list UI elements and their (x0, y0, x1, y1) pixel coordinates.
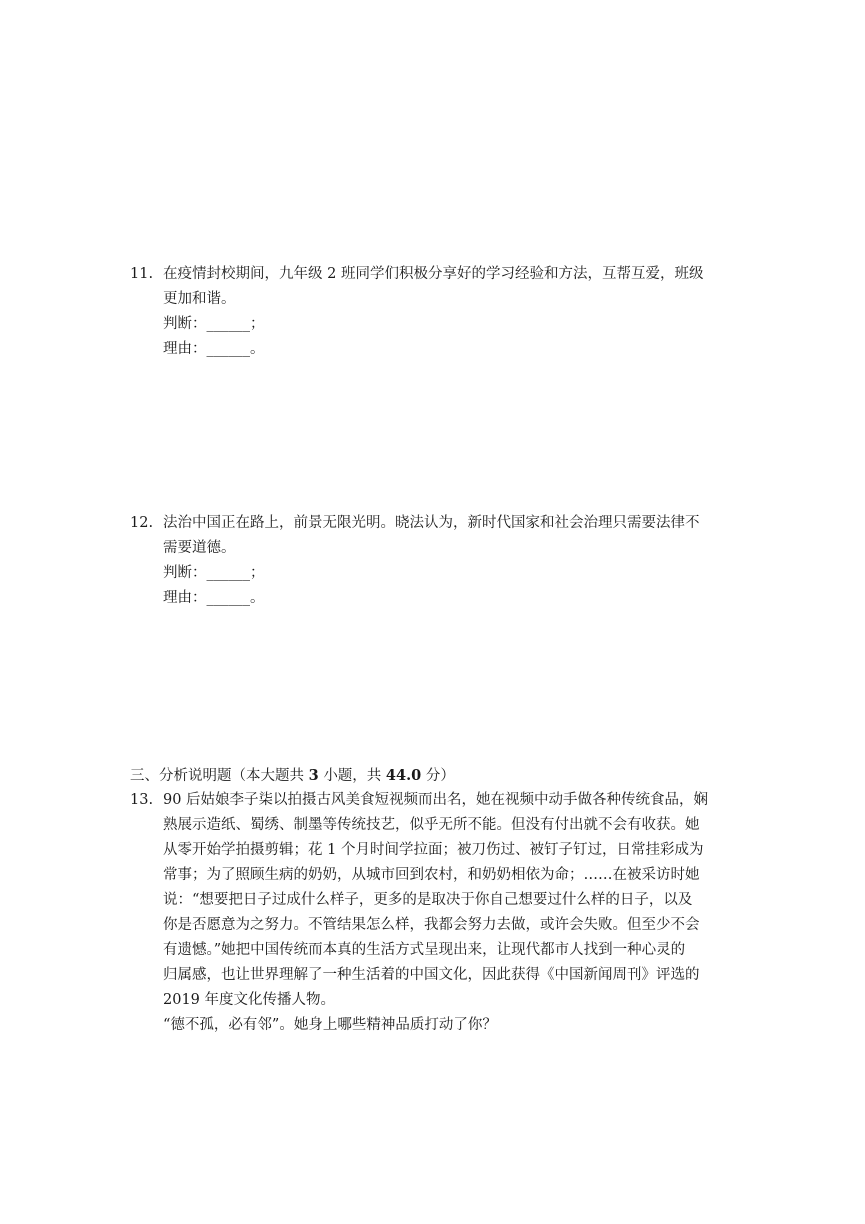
section-title-prefix: 三、分析说明题（本大题共 (130, 768, 304, 784)
reason-answer-line: 理由：______。 (163, 590, 265, 606)
section-title (130, 763, 730, 788)
section-heading (130, 763, 730, 788)
question-text-line: 有遗憾。”她把中国传统而本真的生活方式呈现出来，让现代都市人找到一种心灵的 (163, 942, 686, 958)
question-text-line: 从零开始学拍摄剪辑；花 1 个月时间学拉面；被刀伤过、被钉子钉过，日常挂彩成为 (163, 842, 704, 858)
question-text-line: 常事；为了照顾生病的奶奶，从城市回到农村，和奶奶相依为命；……在被采访时她 (163, 867, 700, 883)
question-text-line: 你是否愿意为之努力。不管结果怎么样，我都会努力去做，或许会失败。但至少不会 (163, 917, 700, 933)
judge-answer-line: 判断：______； (163, 565, 265, 581)
question-text-line: 需要道德。 (163, 540, 236, 556)
question-12 (130, 511, 730, 611)
question-text-line: 归属感，也让世界理解了一种生活着的中国文化，因此获得《中国新闻周刊》评选的 (163, 967, 700, 983)
section-title-suffix: 分） (425, 768, 455, 784)
question-prompt-line: “德不孤，必有邻”。她身上哪些精神品质打动了你？ (163, 1017, 497, 1033)
question-number: 13. (130, 792, 154, 808)
question-text-line: 90 后姑娘李子柒以拍摄古风美食短视频而出名，她在视频中动手做各种传统食品，娴 (163, 792, 709, 808)
judge-answer-line: 判断：______； (163, 316, 265, 332)
section-title-middle: 小题，共 (323, 768, 382, 784)
question-text-line: 2019 年度文化传播人物。 (163, 992, 336, 1008)
question-text-line: 熟展示造纸、蜀绣、制墨等传统技艺，似乎无所不能。但没有付出就不会有收获。她 (163, 817, 700, 833)
question-text-line: 在疫情封校期间，九年级 2 班同学们积极分享好的学习经验和方法，互帮互爱，班级 (163, 266, 704, 282)
question-11 (130, 262, 730, 362)
reason-answer-line: 理由：______。 (163, 341, 265, 357)
question-text-line: 法治中国正在路上，前景无限光明。晓法认为，新时代国家和社会治理只需要法律不 (163, 515, 700, 531)
question-13 (130, 788, 730, 1038)
question-text-line: 更加和谐。 (163, 291, 236, 307)
question-number: 11. (130, 266, 154, 282)
question-count: 3 (308, 767, 319, 784)
total-score: 44.0 (385, 767, 422, 784)
question-text-line: 说：“想要把日子过成什么样子，更多的是取决于你自己想要过什么样的日子，以及 (163, 892, 693, 908)
question-number: 12. (130, 515, 154, 531)
